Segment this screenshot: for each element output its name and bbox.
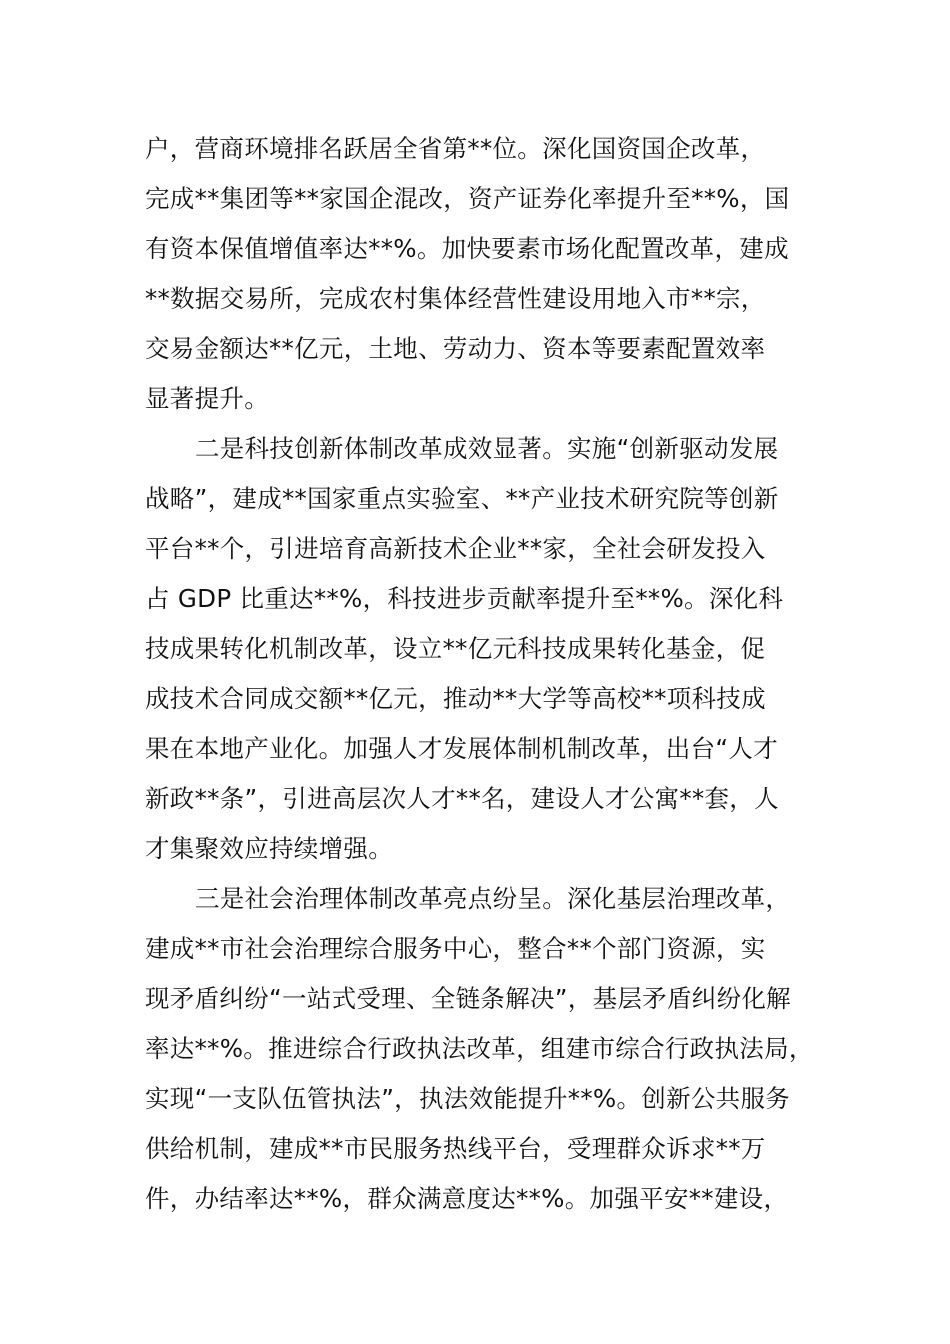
paragraph-2-line-7: 果在本地产业化。加强人才发展体制机制改革，出台“人才 [145,734,778,763]
paragraph-2-line-9: 才集聚效应持续增强。 [145,834,393,863]
paragraph-1-line-3: 有资本保值增值率达**%。加快要素市场化配置改革，建成 [145,234,789,263]
paragraph-2-line-6: 成技术合同成交额**亿元，推动**大学等高校**项科技成 [145,684,766,713]
paragraph-3-line-6: 供给机制，建成**市民服务热线平台，受理群众诉求**万 [145,1134,766,1163]
paragraph-1-line-6: 显著提升。 [145,384,269,413]
paragraph-2-line-3: 平台**个，引进培育高新技术企业**家，全社会研发投入 [145,534,766,563]
paragraph-3-line-5: 实现“一支队伍管执法”，执法效能提升**%。创新公共服务 [145,1084,791,1113]
paragraph-3-line-1: 三是社会治理体制改革亮点纷呈。深化基层治理改革， [195,884,791,913]
paragraph-2-line-1: 二是科技创新体制改革成效显著。实施“创新驱动发展 [195,434,779,463]
paragraph-3-line-7: 件，办结率达**%，群众满意度达**%。加强平安**建设， [145,1184,789,1213]
paragraph-1-line-2: 完成**集团等**家国企混改，资产证券化率提升至**%，国 [145,184,790,213]
paragraph-1-line-4: **数据交易所，完成农村集体经营性建设用地入市**宗， [145,284,766,313]
paragraph-1-line-5: 交易金额达**亿元，土地、劳动力、资本等要素配置效率 [145,334,766,363]
paragraph-1-line-1: 户，营商环境排名跃居全省第**位。深化国资国企改革， [145,134,766,163]
paragraph-2-line-2: 战略”，建成**国家重点实验室、**产业技术研究院等创新 [145,484,779,513]
paragraph-2-line-4: 占 GDP 比重达**%，科技进步贡献率提升至**%。深化科 [145,584,784,613]
paragraph-3-line-4: 率达**%。推进综合行政执法改革，组建市综合行政执法局， [145,1034,814,1063]
paragraph-2-line-5: 技成果转化机制改革，设立**亿元科技成果转化基金，促 [145,634,766,663]
body-text [145,124,835,1224]
paragraph-2-line-8: 新政**条”，引进高层次人才**名，建设人才公寓**套，人 [145,784,779,813]
paragraph-3-line-3: 现矛盾纠纷“一站式受理、全链条解决”，基层矛盾纠纷化解 [145,984,791,1013]
paragraph-3-line-2: 建成**市社会治理综合服务中心，整合**个部门资源，实 [145,934,766,963]
